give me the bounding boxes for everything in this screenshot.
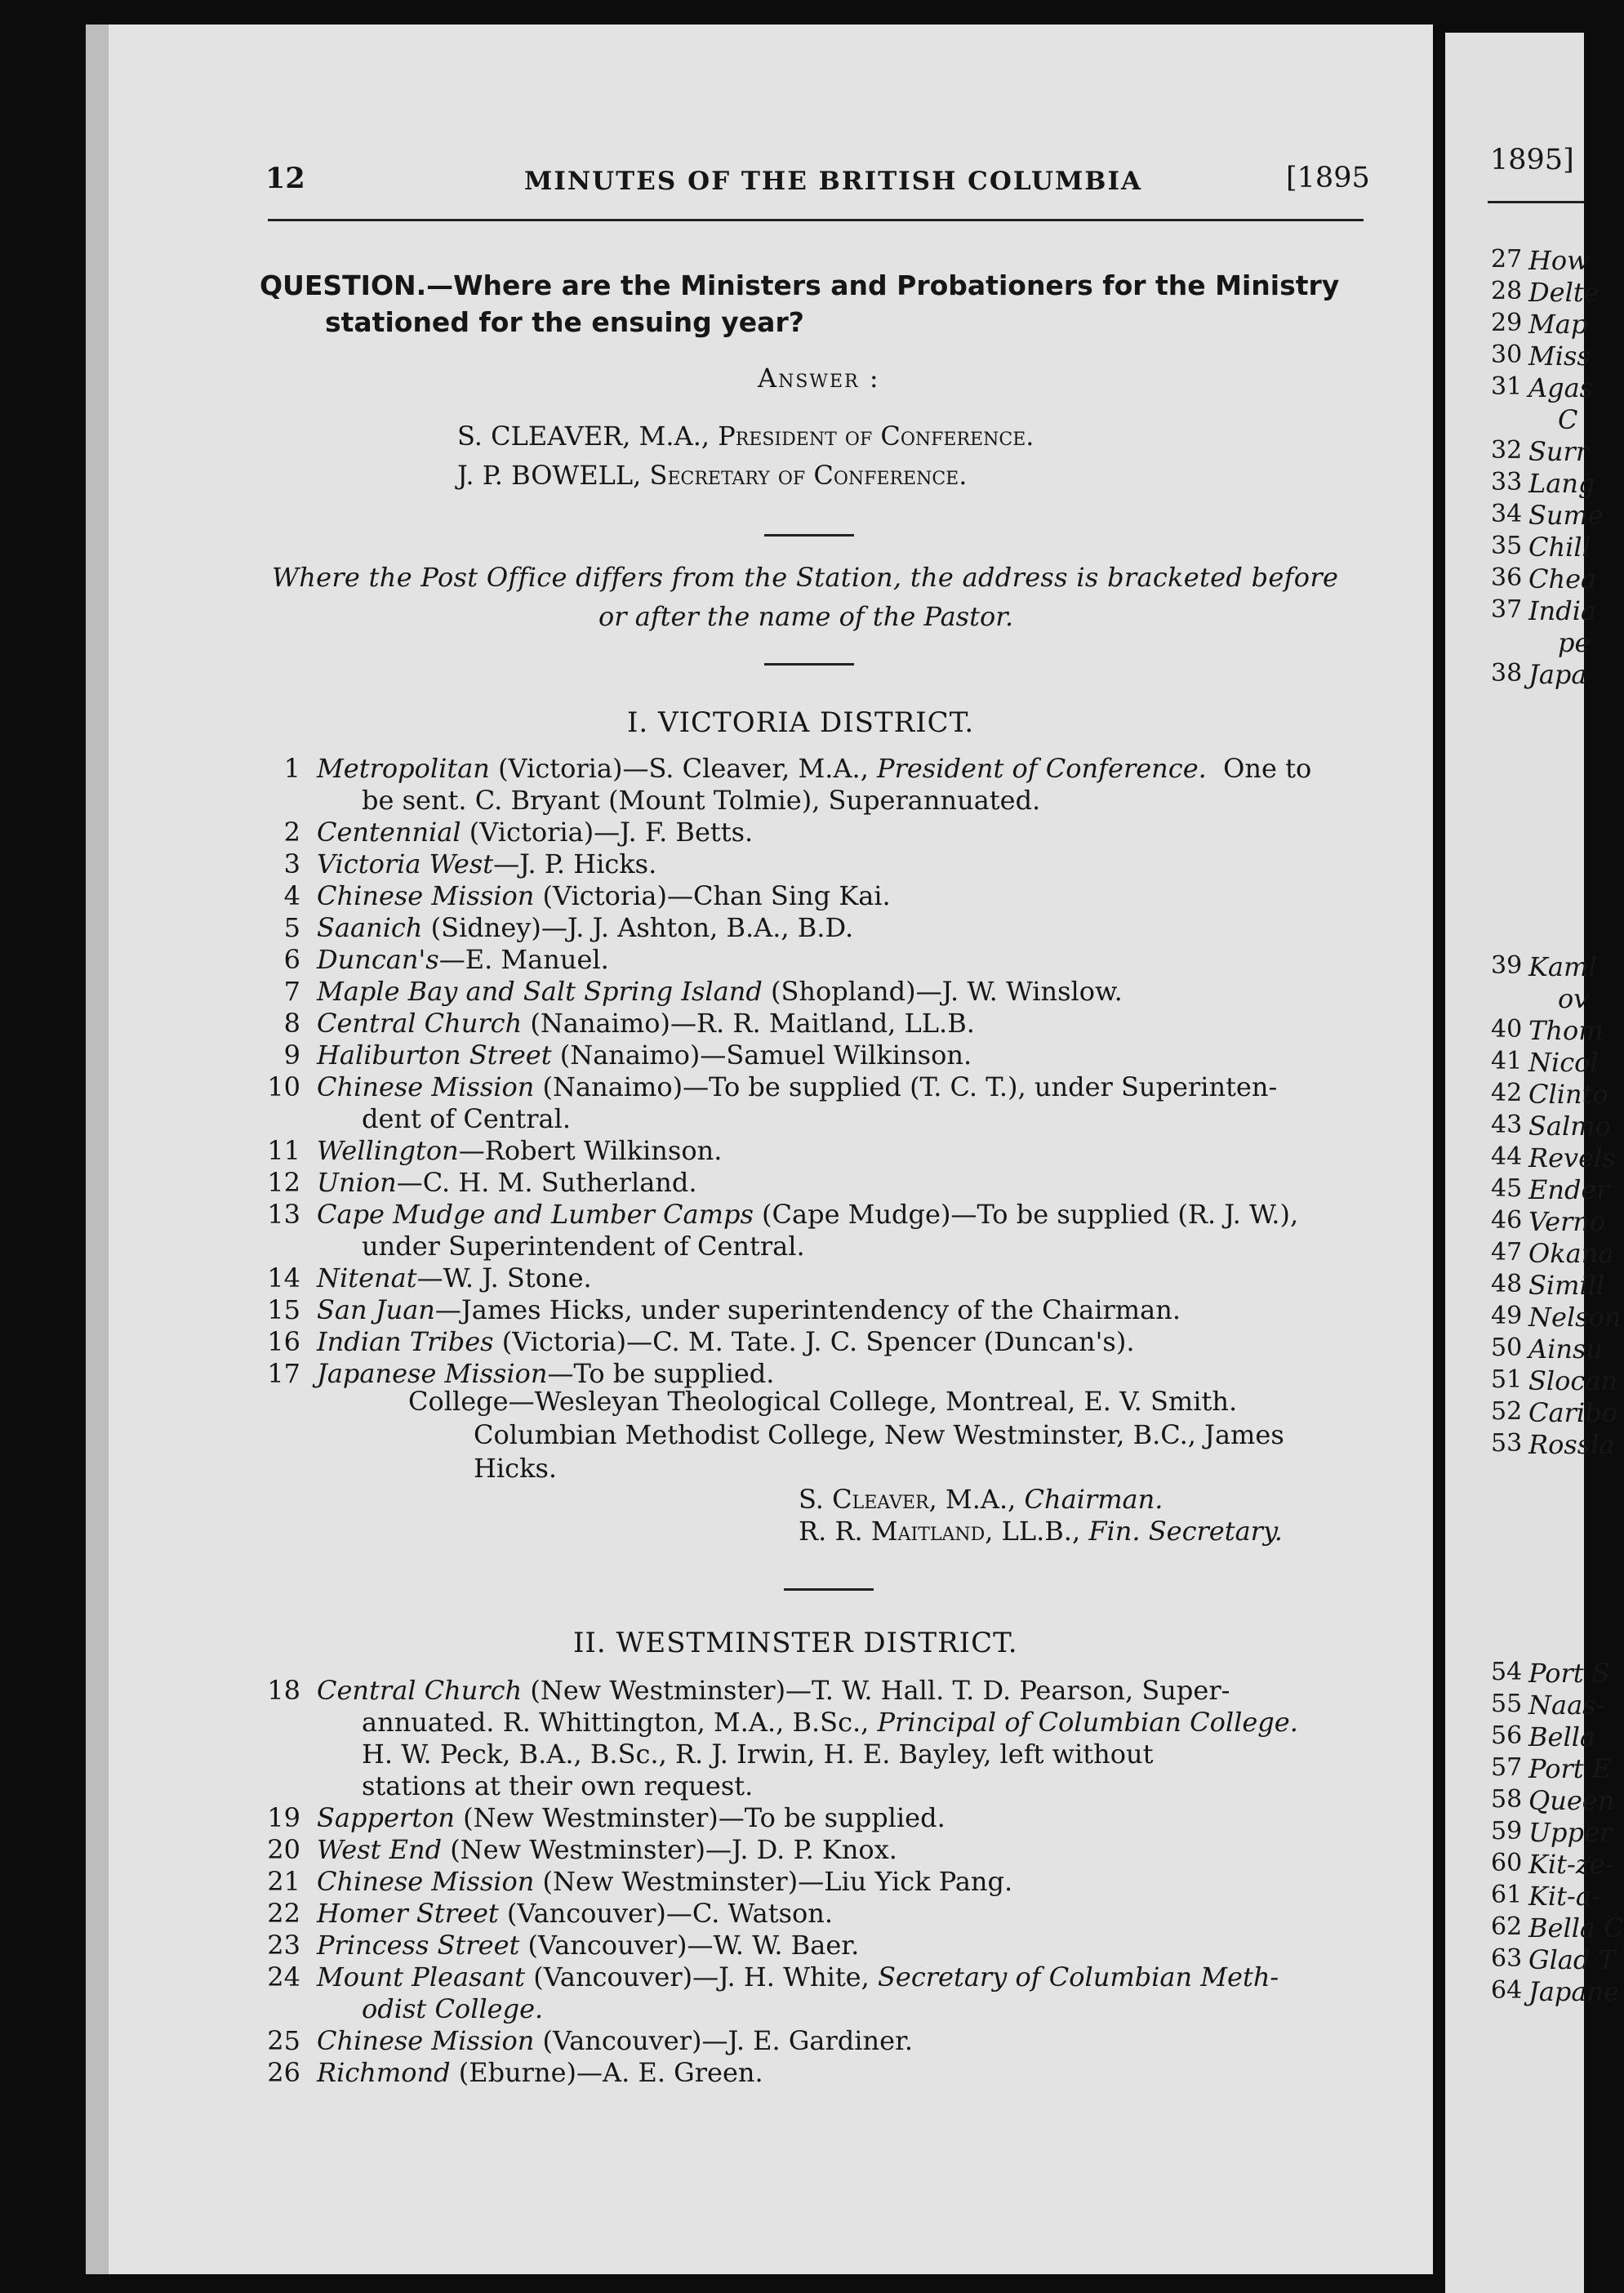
college-line-2: Columbian Methodist College, New Westminster, B.C., James (474, 1419, 1284, 1450)
entry-title: odist College. (362, 1993, 544, 2024)
facing-entry-number: 39 (1491, 951, 1523, 980)
facing-entry-number: 31 (1491, 372, 1523, 401)
entry-text: under Superintendent of Central. (362, 1231, 805, 1262)
westminster-district-heading: II. WESTMINSTER DISTRICT. (573, 1627, 1018, 1659)
station-name: Japanese Mission (317, 1358, 548, 1389)
facing-entry-text: pe (1558, 627, 1591, 658)
entry-number: 24 (267, 1961, 300, 1992)
station-name: Mount Pleasant (317, 1961, 526, 1992)
facing-entry-text: Slocan (1528, 1365, 1618, 1396)
entry-number: 3 (283, 848, 300, 879)
station-name: Nitenat (317, 1262, 417, 1293)
facing-entry-text: Clinto (1528, 1079, 1608, 1110)
facing-entry-text: Sume (1528, 500, 1604, 531)
facing-header-rule (1488, 201, 1584, 203)
entry-text: (Vancouver)—J. H. White, (525, 1961, 878, 1992)
entry-line (317, 1008, 975, 1039)
entry-number: 21 (267, 1866, 300, 1897)
entry-number: 18 (267, 1675, 300, 1706)
facing-entry-number: 64 (1491, 1976, 1523, 2005)
facing-entry-text: Ender (1528, 1174, 1609, 1205)
fin-secretary-signature: R. R. Maitland, LL.B., Fin. Secretary. (799, 1516, 1283, 1547)
entry-text: (New Westminster)—To be supplied. (454, 1802, 945, 1833)
facing-entry-number: 55 (1491, 1690, 1523, 1718)
facing-entry-number: 54 (1491, 1658, 1523, 1686)
entry-line (362, 1707, 1298, 1738)
facing-entry-number: 35 (1491, 532, 1523, 560)
facing-entry-text: Miss (1528, 341, 1591, 372)
entry-text: —C. H. M. Sutherland. (396, 1167, 697, 1198)
facing-entry-number: 36 (1491, 563, 1523, 592)
entry-line (362, 1770, 753, 1801)
facing-entry-number: 47 (1491, 1238, 1523, 1267)
facing-entry-text: Thom (1528, 1015, 1604, 1046)
entry-number: 16 (267, 1326, 300, 1357)
entry-number: 9 (283, 1040, 300, 1071)
facing-entry-text: Verno (1528, 1206, 1606, 1237)
entry-line (317, 1866, 1012, 1897)
facing-entry-number: 40 (1491, 1015, 1523, 1044)
entry-title: Principal of Columbian College. (877, 1707, 1298, 1738)
question-line-1: QUESTION.—Where are the Ministers and Probationers for the Ministry (260, 269, 1340, 301)
entry-line (362, 1231, 805, 1262)
station-name: Wellington (317, 1135, 459, 1166)
college-line-1: College—Wesleyan Theological College, Montreal, E. V. Smith. (408, 1386, 1238, 1417)
entry-text: (Victoria)—C. M. Tate. J. C. Spencer (Duncan's). (493, 1326, 1135, 1357)
entry-line (317, 912, 853, 943)
entry-text: (Nanaimo)—R. R. Maitland, LL.B. (522, 1008, 975, 1039)
entry-line (317, 753, 1311, 784)
entry-number: 25 (267, 2025, 300, 2056)
facing-entry-text: Ainsu (1528, 1334, 1603, 1365)
entry-text: stations at their own request. (362, 1770, 754, 1801)
facing-entry-text: Japane (1528, 1976, 1620, 2007)
facing-entry-text: Lang (1528, 468, 1595, 499)
facing-entry-number: 37 (1491, 595, 1523, 624)
entry-text: (New Westminster)—J. D. P. Knox. (442, 1834, 897, 1865)
entry-number: 17 (267, 1358, 300, 1389)
facing-entry-text: Japa (1528, 659, 1587, 690)
facing-entry-text: India (1528, 595, 1597, 626)
station-name: Chinese Mission (317, 1071, 535, 1102)
facing-entry-number: 32 (1491, 436, 1523, 465)
entry-line (317, 1135, 722, 1166)
station-name: Saanich (317, 912, 423, 943)
station-name: Sapperton (317, 1802, 455, 1833)
facing-entry-number: 48 (1491, 1270, 1523, 1298)
entry-line (317, 976, 1123, 1007)
entry-number: 14 (267, 1262, 300, 1293)
entry-line (317, 2025, 913, 2056)
facing-entry-number: 45 (1491, 1174, 1523, 1203)
station-name: Duncan's (317, 944, 439, 975)
station-name: Chinese Mission (317, 2025, 535, 2056)
entry-number: 23 (267, 1930, 300, 1961)
entry-line (362, 1103, 571, 1134)
entry-line (362, 785, 1040, 816)
entry-text: (New Westminster)—T. W. Hall. T. D. Pearson, Super- (522, 1675, 1230, 1706)
facing-entry-text: Bella (1528, 1721, 1595, 1752)
facing-entry-number: 56 (1491, 1721, 1523, 1750)
facing-entry-text: Caribo (1528, 1397, 1617, 1428)
facing-entry-text: Naas- (1528, 1690, 1605, 1721)
facing-entry-number: 44 (1491, 1142, 1523, 1171)
entry-line (317, 2057, 763, 2088)
station-name: West End (317, 1834, 443, 1865)
facing-entry-text: Agas (1528, 372, 1594, 403)
facing-entry-number: 53 (1491, 1429, 1523, 1458)
facing-entry-text: Upper (1528, 1817, 1613, 1848)
entry-text: —To be supplied. (547, 1358, 775, 1389)
facing-entry-text: Map (1528, 309, 1588, 340)
entry-number: 19 (267, 1802, 300, 1833)
facing-entry-text: How (1528, 245, 1590, 276)
facing-entry-number: 61 (1491, 1881, 1523, 1909)
president-line: S. CLEAVER, M.A., President of Conference. (457, 421, 1034, 452)
facing-entry-number: 27 (1491, 245, 1523, 274)
entry-text: (Shopland)—J. W. Winslow. (762, 976, 1123, 1007)
entry-title: Secretary of Columbian Meth- (877, 1961, 1279, 1992)
entry-text: (Cape Mudge)—To be supplied (R. J. W.), (753, 1199, 1299, 1230)
entry-line (317, 1930, 859, 1961)
header-rule (268, 219, 1364, 221)
entry-number: 11 (267, 1135, 300, 1166)
facing-entry-text: Kaml (1528, 951, 1597, 982)
entry-line (362, 1739, 1153, 1770)
station-name: Indian Tribes (317, 1326, 494, 1357)
facing-entry-text: Okana (1528, 1238, 1614, 1269)
station-name: Centennial (317, 817, 461, 848)
facing-entry-text: ov (1558, 983, 1589, 1014)
entry-text: (Eburne)—A. E. Green. (450, 2057, 763, 2088)
running-title: MINUTES OF THE BRITISH COLUMBIA (524, 167, 1143, 196)
facing-entry-number: 38 (1491, 659, 1523, 688)
facing-entry-text: Chea (1528, 563, 1597, 594)
entry-line (317, 1802, 945, 1833)
entry-number: 22 (267, 1898, 300, 1929)
station-name: Metropolitan (317, 753, 490, 784)
entry-text: (Victoria)—J. F. Betts. (461, 817, 754, 848)
entry-text: dent of Central. (362, 1103, 572, 1134)
facing-entry-text: Queen (1528, 1785, 1615, 1816)
entry-number: 8 (283, 1008, 300, 1039)
facing-entry-number: 41 (1491, 1047, 1523, 1075)
facing-entry-number: 63 (1491, 1944, 1523, 1973)
facing-entry-text: Nicol (1528, 1047, 1599, 1078)
facing-page-year: 1895] (1490, 144, 1574, 176)
entry-text: (Nanaimo)—To be supplied (T. C. T.), under Superinten- (534, 1071, 1278, 1102)
station-name: Central Church (317, 1008, 523, 1039)
entry-number: 5 (283, 912, 300, 943)
facing-entry-text: Port E (1528, 1753, 1612, 1784)
facing-entry-number: 46 (1491, 1206, 1523, 1235)
facing-entry-text: Simill (1528, 1270, 1605, 1301)
entry-number: 10 (267, 1071, 300, 1102)
entry-number: 26 (267, 2057, 300, 2088)
entry-number: 12 (267, 1167, 300, 1198)
entry-text: —J. P. Hicks. (493, 848, 657, 879)
facing-entry-number: 59 (1491, 1817, 1523, 1846)
entry-text: (Victoria)—S. Cleaver, M.A., (489, 753, 878, 784)
entry-number: 1 (283, 753, 300, 784)
chairman-signature: S. Cleaver, M.A., Chairman. (799, 1484, 1163, 1515)
station-name: Princess Street (317, 1930, 520, 1961)
page-gutter-shadow (86, 24, 109, 2274)
station-name: Richmond (317, 2057, 451, 2088)
entry-line (317, 1199, 1298, 1230)
entry-line (317, 1294, 1181, 1325)
question-line-2: stationed for the ensuing year? (325, 306, 804, 338)
entry-number: 20 (267, 1834, 300, 1865)
entry-line (317, 1358, 774, 1389)
facing-entry-number: 49 (1491, 1302, 1523, 1330)
entry-number: 2 (283, 817, 300, 848)
entry-text: —E. Manuel. (438, 944, 609, 975)
divider-short (764, 663, 854, 666)
entry-text: (Vancouver)—W. W. Baer. (519, 1930, 860, 1961)
facing-entry-number: 62 (1491, 1912, 1523, 1941)
entry-text: (Nanaimo)—Samuel Wilkinson. (551, 1040, 972, 1071)
page-number: 12 (265, 162, 305, 195)
entry-line (362, 1993, 543, 2024)
entry-line (317, 1071, 1277, 1102)
divider-short (784, 1588, 874, 1591)
facing-entry-text: C (1558, 404, 1578, 435)
note-line-1: Where the Post Office differs from the Station, the address is bracketed before (272, 562, 1339, 593)
entry-title: President of Conference. (877, 753, 1207, 784)
station-name: Victoria West (317, 848, 494, 879)
facing-entry-text: Rossla (1528, 1429, 1615, 1460)
facing-entry-number: 30 (1491, 341, 1523, 369)
note-line-2: or after the name of the Pastor. (598, 601, 1014, 632)
facing-entry-number: 33 (1491, 468, 1523, 496)
entry-line (317, 1898, 833, 1929)
facing-entry-number: 42 (1491, 1079, 1523, 1107)
facing-entry-text: Salmo (1528, 1111, 1611, 1142)
divider-short (764, 534, 854, 537)
entry-line (317, 1040, 972, 1071)
entry-text: —W. J. Stone. (416, 1262, 592, 1293)
college-line-3: Hicks. (474, 1453, 558, 1484)
entry-number: 7 (283, 976, 300, 1007)
header-year: [1895 (1286, 162, 1370, 194)
entry-line (317, 1326, 1135, 1357)
facing-entry-text: Bella C (1528, 1912, 1624, 1943)
station-name: Union (317, 1167, 397, 1198)
facing-entry-number: 51 (1491, 1365, 1523, 1394)
station-name: Chinese Mission (317, 880, 535, 911)
station-name: San Juan (317, 1294, 435, 1325)
facing-entry-number: 50 (1491, 1334, 1523, 1362)
facing-entry-text: Port S (1528, 1658, 1610, 1689)
station-name: Cape Mudge and Lumber Camps (317, 1199, 754, 1230)
facing-entry-number: 52 (1491, 1397, 1523, 1426)
entry-line (317, 1262, 592, 1293)
entry-text: H. W. Peck, B.A., B.Sc., R. J. Irwin, H. E. Bayley, left without (362, 1739, 1154, 1770)
station-name: Maple Bay and Salt Spring Island (317, 976, 763, 1007)
victoria-district-heading: I. VICTORIA DISTRICT. (627, 706, 975, 739)
entry-line (317, 848, 656, 879)
entry-text: One to (1206, 753, 1312, 784)
facing-entry-number: 29 (1491, 309, 1523, 337)
facing-entry-number: 28 (1491, 277, 1523, 305)
entry-line (317, 880, 891, 911)
entry-number: 6 (283, 944, 300, 975)
facing-entry-text: Chill (1528, 532, 1591, 563)
facing-entry-text: Kit-a- (1528, 1881, 1600, 1912)
facing-entry-number: 58 (1491, 1785, 1523, 1814)
entry-text: —Robert Wilkinson. (458, 1135, 723, 1166)
entry-text: (Vancouver)—C. Watson. (498, 1898, 834, 1929)
entry-text: (Vancouver)—J. E. Gardiner. (534, 2025, 914, 2056)
entry-text: (New Westminster)—Liu Yick Pang. (534, 1866, 1013, 1897)
facing-entry-text: Surr (1528, 436, 1589, 467)
entry-text: (Victoria)—Chan Sing Kai. (534, 880, 891, 911)
facing-entry-number: 57 (1491, 1753, 1523, 1782)
entry-line (317, 1961, 1279, 1992)
entry-number: 13 (267, 1199, 300, 1230)
secretary-line: J. P. BOWELL, Secretary of Conference. (457, 460, 968, 491)
station-name: Central Church (317, 1675, 523, 1706)
entry-line (317, 1834, 897, 1865)
entry-text: —James Hicks, under superintendency of the Chairman. (434, 1294, 1181, 1325)
facing-entry-text: Glad T (1528, 1944, 1616, 1975)
answer-label: Answer : (758, 363, 880, 394)
entry-line (317, 1675, 1230, 1706)
station-name: Homer Street (317, 1898, 499, 1929)
entry-text: (Sidney)—J. J. Ashton, B.A., B.D. (422, 912, 854, 943)
entry-line (317, 944, 609, 975)
entry-line (317, 817, 753, 848)
question-label: QUESTION. (260, 269, 427, 301)
station-name: Haliburton Street (317, 1040, 552, 1071)
entry-text: be sent. C. Bryant (Mount Tolmie), Superannuated. (362, 785, 1041, 816)
facing-entry-text: Revels (1528, 1142, 1616, 1173)
entry-number: 15 (267, 1294, 300, 1325)
facing-entry-text: Delte (1528, 277, 1600, 308)
facing-entry-number: 43 (1491, 1111, 1523, 1139)
station-name: Chinese Mission (317, 1866, 535, 1897)
facing-entry-text: Nelson (1528, 1302, 1622, 1333)
facing-entry-number: 34 (1491, 500, 1523, 528)
facing-entry-number: 60 (1491, 1849, 1523, 1877)
entry-number: 4 (283, 880, 300, 911)
facing-entry-text: Kit-ze- (1528, 1849, 1614, 1880)
entry-text: annuated. R. Whittington, M.A., B.Sc., (362, 1707, 878, 1738)
entry-line (317, 1167, 697, 1198)
